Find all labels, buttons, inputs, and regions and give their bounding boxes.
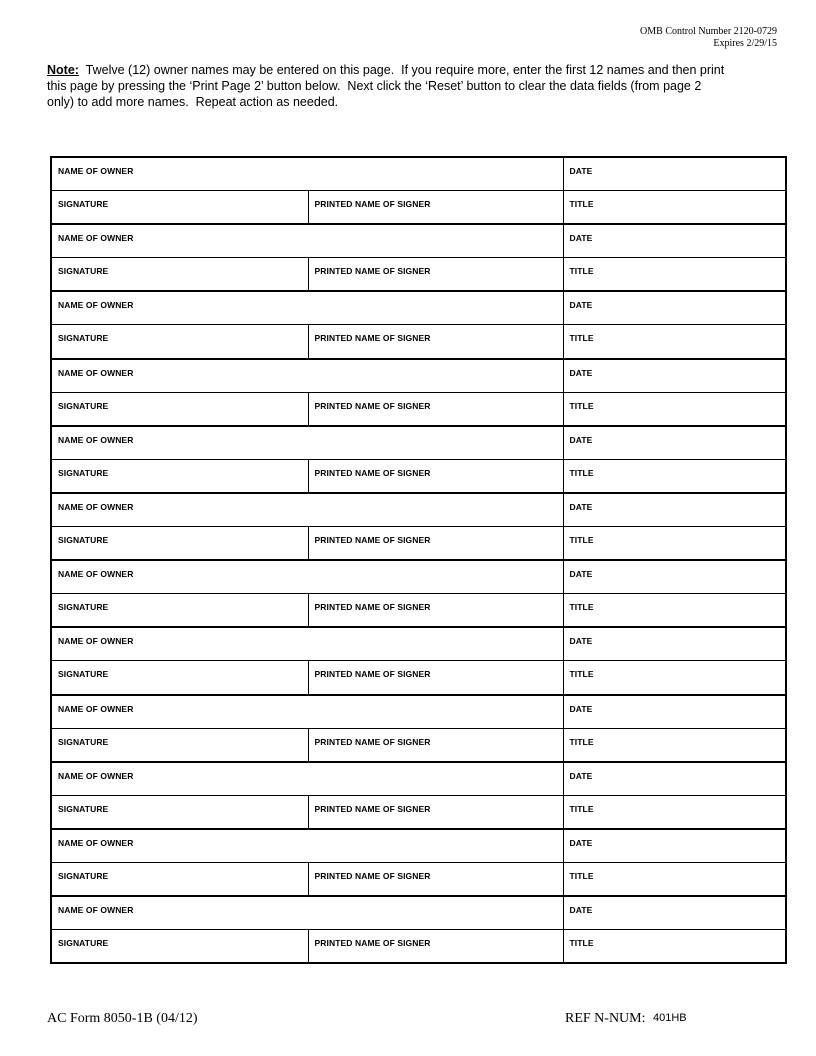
signature-field[interactable] — [51, 594, 308, 628]
name-of-owner-label: NAME OF OWNER — [58, 434, 134, 445]
name-of-owner-field[interactable] — [51, 762, 563, 796]
signature-label: SIGNATURE — [58, 803, 109, 814]
date-label: DATE — [569, 367, 593, 378]
owner-signature-row — [51, 862, 786, 896]
note-label: Note: — [47, 63, 79, 77]
owner-signature-row — [51, 527, 786, 561]
owner-signature-row — [51, 594, 786, 628]
signature-label: SIGNATURE — [58, 602, 109, 613]
signature-label: SIGNATURE — [58, 535, 109, 546]
name-of-owner-label: NAME OF OWNER — [58, 300, 134, 311]
title-label: TITLE — [569, 938, 594, 949]
printed-name-of-signer-field[interactable] — [308, 795, 563, 829]
ref-n-num-label: REF N-NUM: — [565, 1011, 646, 1026]
signature-field[interactable] — [51, 661, 308, 695]
title-field[interactable] — [563, 795, 786, 829]
date-field[interactable] — [563, 426, 786, 460]
date-label: DATE — [569, 636, 593, 647]
date-field[interactable] — [563, 829, 786, 863]
title-label: TITLE — [569, 803, 594, 814]
title-field[interactable] — [563, 258, 786, 292]
title-field[interactable] — [563, 930, 786, 964]
name-of-owner-label: NAME OF OWNER — [58, 569, 134, 580]
signature-label: SIGNATURE — [58, 669, 109, 680]
printed-name-of-signer-label: PRINTED NAME OF SIGNER — [314, 803, 431, 814]
signature-label: SIGNATURE — [58, 870, 109, 881]
name-of-owner-label: NAME OF OWNER — [58, 367, 134, 378]
name-of-owner-label: NAME OF OWNER — [58, 905, 134, 916]
name-of-owner-field[interactable] — [51, 157, 563, 191]
owner-name-row — [51, 493, 786, 527]
title-label: TITLE — [569, 266, 594, 277]
date-field[interactable] — [563, 157, 786, 191]
date-field[interactable] — [563, 359, 786, 393]
printed-name-of-signer-field[interactable] — [308, 661, 563, 695]
date-label: DATE — [569, 166, 593, 176]
note-line-1 — [47, 62, 724, 78]
signature-label: SIGNATURE — [58, 736, 109, 747]
printed-name-of-signer-label: PRINTED NAME OF SIGNER — [314, 736, 431, 747]
owner-name-row — [51, 560, 786, 594]
signature-field[interactable] — [51, 527, 308, 561]
printed-name-of-signer-label: PRINTED NAME OF SIGNER — [314, 467, 431, 478]
title-field[interactable] — [563, 862, 786, 896]
title-field[interactable] — [563, 459, 786, 493]
signature-label: SIGNATURE — [58, 467, 109, 478]
printed-name-of-signer-field[interactable] — [308, 728, 563, 762]
owner-name-row — [51, 762, 786, 796]
name-of-owner-field[interactable] — [51, 627, 563, 661]
date-field[interactable] — [563, 762, 786, 796]
printed-name-of-signer-label: PRINTED NAME OF SIGNER — [314, 870, 431, 881]
date-field[interactable] — [563, 291, 786, 325]
date-label: DATE — [569, 837, 593, 848]
owner-name-row — [51, 224, 786, 258]
signature-label: SIGNATURE — [58, 199, 109, 210]
signature-field[interactable] — [51, 862, 308, 896]
name-of-owner-label: NAME OF OWNER — [58, 770, 134, 781]
name-of-owner-label: NAME OF OWNER — [58, 501, 134, 512]
footer — [0, 1011, 816, 1033]
printed-name-of-signer-field[interactable] — [308, 527, 563, 561]
title-field[interactable] — [563, 594, 786, 628]
note-line-1-text: Twelve (12) owner names may be entered on this page. If you require more, enter the first 12 names and then print — [78, 63, 725, 77]
signature-field[interactable] — [51, 191, 308, 225]
signature-label: SIGNATURE — [58, 400, 109, 411]
date-label: DATE — [569, 434, 593, 445]
date-label: DATE — [569, 770, 593, 781]
signature-field[interactable] — [51, 392, 308, 426]
name-of-owner-field[interactable] — [51, 695, 563, 729]
name-of-owner-field[interactable] — [51, 829, 563, 863]
owner-signature-row — [51, 325, 786, 359]
owner-name-row — [51, 157, 786, 191]
signature-label: SIGNATURE — [58, 333, 109, 344]
owner-signature-row — [51, 661, 786, 695]
ref-n-num-value[interactable]: 401HB — [653, 1012, 687, 1024]
date-field[interactable] — [563, 627, 786, 661]
date-field[interactable] — [563, 224, 786, 258]
printed-name-of-signer-field[interactable] — [308, 325, 563, 359]
owner-signature-row — [51, 795, 786, 829]
title-label: TITLE — [569, 736, 594, 747]
date-label: DATE — [569, 501, 593, 512]
title-field[interactable] — [563, 527, 786, 561]
title-field[interactable] — [563, 191, 786, 225]
title-label: TITLE — [569, 333, 594, 344]
owner-name-row — [51, 829, 786, 863]
signature-field[interactable] — [51, 325, 308, 359]
owner-name-row — [51, 426, 786, 460]
printed-name-of-signer-label: PRINTED NAME OF SIGNER — [314, 400, 431, 411]
owner-name-row — [51, 896, 786, 930]
name-of-owner-label: NAME OF OWNER — [58, 166, 134, 176]
printed-name-of-signer-field[interactable] — [308, 392, 563, 426]
form-number: AC Form 8050-1B (04/12) — [47, 1011, 198, 1026]
note-line-3: only) to add more names. Repeat action as needed. — [47, 95, 339, 109]
owner-signature-row — [51, 191, 786, 225]
title-field[interactable] — [563, 325, 786, 359]
printed-name-of-signer-field[interactable] — [308, 191, 563, 225]
title-label: TITLE — [569, 535, 594, 546]
instructions-note — [47, 62, 724, 110]
printed-name-of-signer-label: PRINTED NAME OF SIGNER — [314, 266, 431, 277]
name-of-owner-label: NAME OF OWNER — [58, 837, 134, 848]
printed-name-of-signer-field[interactable] — [308, 459, 563, 493]
signature-field[interactable] — [51, 459, 308, 493]
owner-signature-row — [51, 930, 786, 964]
omb-control-block — [640, 26, 777, 50]
owner-signature-row — [51, 258, 786, 292]
date-field[interactable] — [563, 560, 786, 594]
omb-expires: Expires 2/29/15 — [713, 38, 777, 49]
printed-name-of-signer-label: PRINTED NAME OF SIGNER — [314, 535, 431, 546]
name-of-owner-field[interactable] — [51, 291, 563, 325]
name-of-owner-label: NAME OF OWNER — [58, 703, 134, 714]
owner-signature-row — [51, 392, 786, 426]
omb-control-number: OMB Control Number 2120-0729 — [640, 26, 777, 37]
date-label: DATE — [569, 905, 593, 916]
date-field[interactable] — [563, 695, 786, 729]
signature-field[interactable] — [51, 728, 308, 762]
printed-name-of-signer-label: PRINTED NAME OF SIGNER — [314, 669, 431, 680]
printed-name-of-signer-label: PRINTED NAME OF SIGNER — [314, 199, 431, 210]
owners-table — [50, 156, 787, 964]
owner-name-row — [51, 695, 786, 729]
signature-label: SIGNATURE — [58, 938, 109, 949]
signature-label: SIGNATURE — [58, 266, 109, 277]
signature-field[interactable] — [51, 258, 308, 292]
owner-name-row — [51, 359, 786, 393]
name-of-owner-field[interactable] — [51, 359, 563, 393]
date-field[interactable] — [563, 896, 786, 930]
name-of-owner-field[interactable] — [51, 426, 563, 460]
title-field[interactable] — [563, 728, 786, 762]
owner-name-row — [51, 291, 786, 325]
title-label: TITLE — [569, 467, 594, 478]
printed-name-of-signer-label: PRINTED NAME OF SIGNER — [314, 938, 431, 949]
name-of-owner-field[interactable] — [51, 493, 563, 527]
title-label: TITLE — [569, 602, 594, 613]
date-label: DATE — [569, 233, 593, 244]
name-of-owner-field[interactable] — [51, 560, 563, 594]
signature-field[interactable] — [51, 795, 308, 829]
title-label: TITLE — [569, 669, 594, 680]
printed-name-of-signer-field[interactable] — [308, 862, 563, 896]
name-of-owner-label: NAME OF OWNER — [58, 233, 134, 244]
date-label: DATE — [569, 569, 593, 580]
printed-name-of-signer-field[interactable] — [308, 594, 563, 628]
printed-name-of-signer-label: PRINTED NAME OF SIGNER — [314, 602, 431, 613]
title-label: TITLE — [569, 199, 594, 210]
title-label: TITLE — [569, 870, 594, 881]
printed-name-of-signer-label: PRINTED NAME OF SIGNER — [314, 333, 431, 344]
signature-field[interactable] — [51, 930, 308, 964]
owner-signature-row — [51, 459, 786, 493]
title-label: TITLE — [569, 400, 594, 411]
printed-name-of-signer-field[interactable] — [308, 930, 563, 964]
title-field[interactable] — [563, 392, 786, 426]
date-field[interactable] — [563, 493, 786, 527]
date-label: DATE — [569, 703, 593, 714]
date-label: DATE — [569, 300, 593, 311]
note-line-2: this page by pressing the ‘Print Page 2’ button below. Next click the ‘Reset’ button to clear the data fields (from page 2 — [47, 79, 702, 93]
name-of-owner-field[interactable] — [51, 224, 563, 258]
printed-name-of-signer-field[interactable] — [308, 258, 563, 292]
name-of-owner-label: NAME OF OWNER — [58, 636, 134, 647]
owner-signature-row — [51, 728, 786, 762]
title-field[interactable] — [563, 661, 786, 695]
name-of-owner-field[interactable] — [51, 896, 563, 930]
owner-name-row — [51, 627, 786, 661]
